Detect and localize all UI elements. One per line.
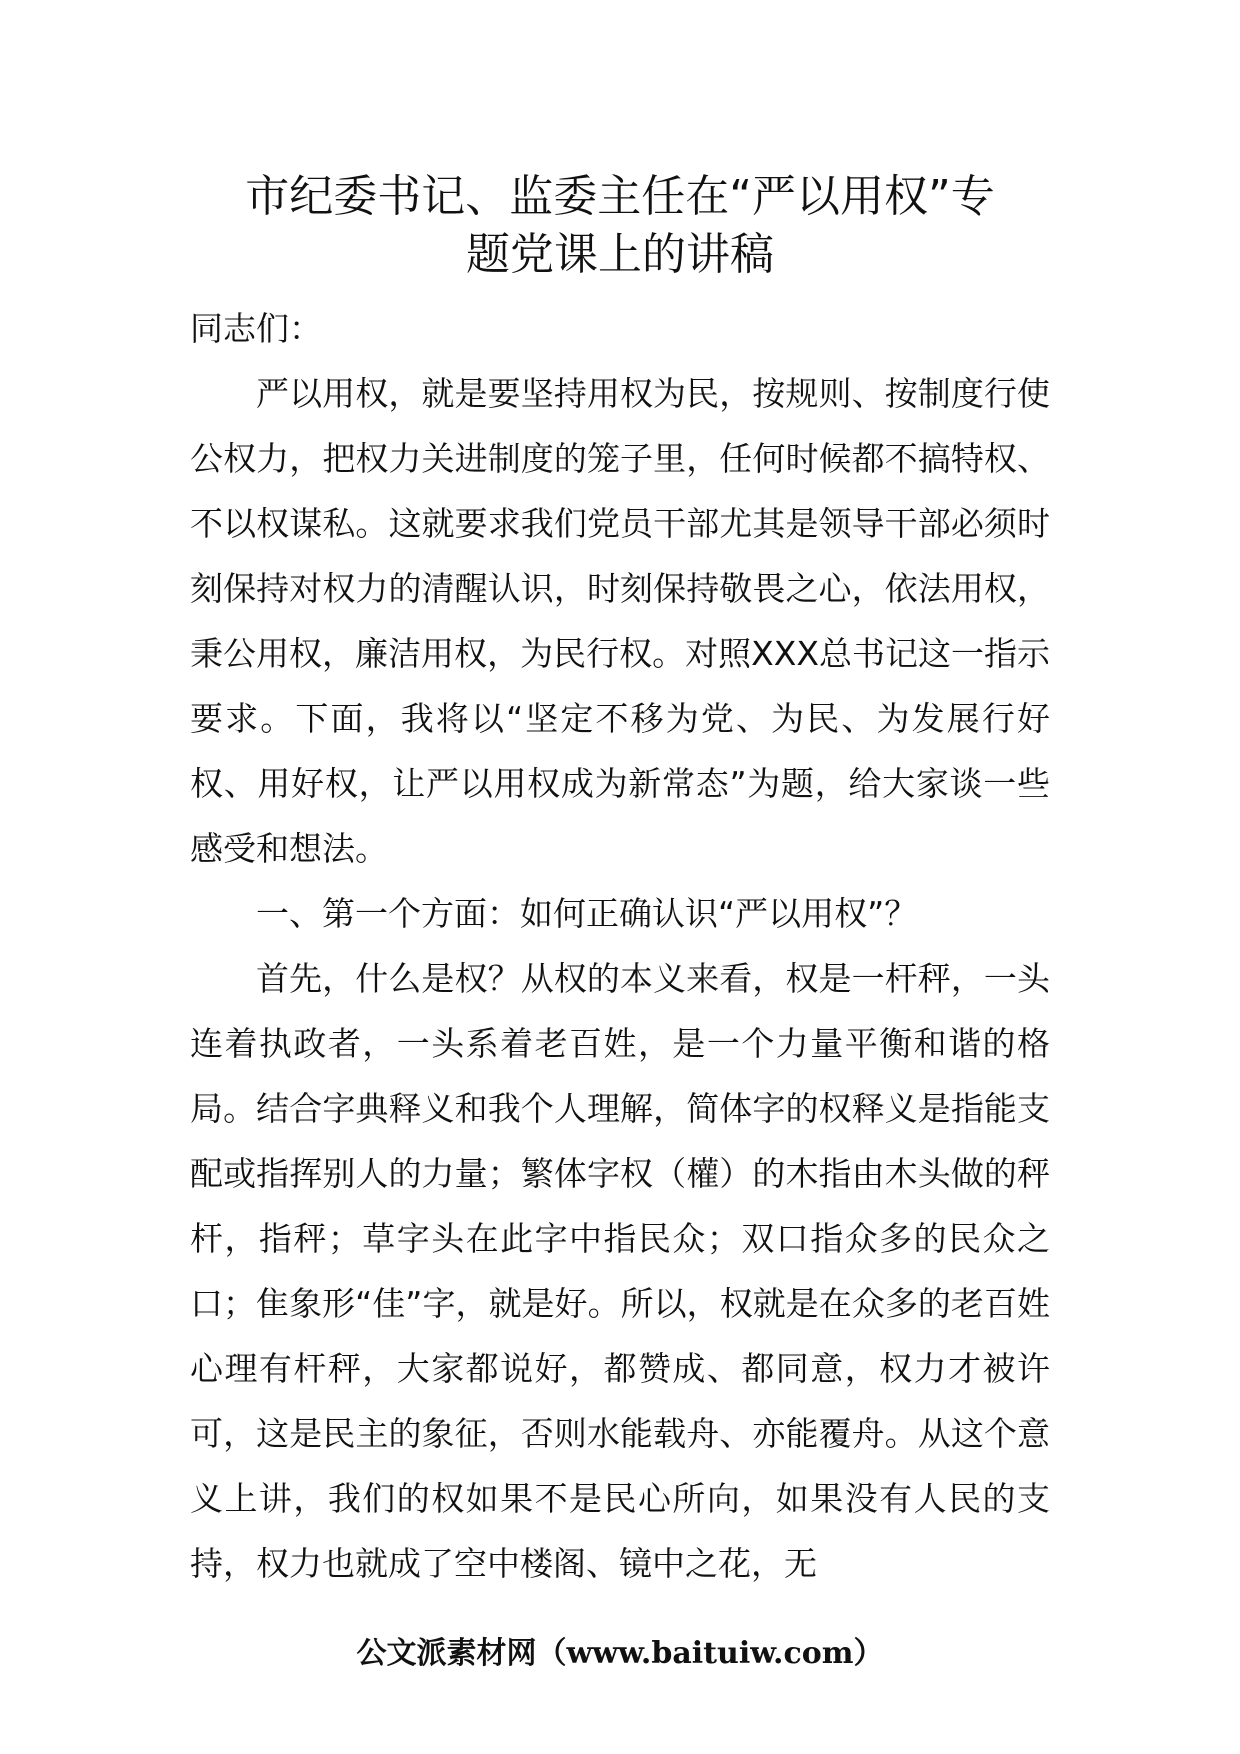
title-line-1: 市纪委书记、监委主任在“严以用权”专	[245, 171, 995, 222]
document-body	[190, 296, 1050, 1596]
section-heading-1: 一、第一个方面：如何正确认识“严以用权”？	[256, 894, 918, 933]
paragraph-intro: 严以用权，就是要坚持用权为民，按规则、按制度行使公权力，把权力关进制度的笼子里，任何时候都不搞特权、不以权谋私。这就要求我们党员干部尤其是领导干部必须时刻保持对权力的清醒认识，时刻保持敬畏之心，依法用权，秉公用权，廉洁用权，为民行权。对照XXX总书记这一指示要求。下面，我将以“坚定不移为党、为民、为发展行好权、用好权，让严以用权成为新常态”为题，给大家谈一些感受和想法。	[190, 374, 1050, 868]
footer-watermark: 公文派素材网（www.baituiw.com）	[356, 1636, 884, 1671]
salutation: 同志们：	[190, 309, 322, 348]
document-title	[170, 168, 1070, 284]
paragraph-section-1: 首先，什么是权？从权的本义来看，权是一杆秤，一头连着执政者，一头系着老百姓，是一个力量平衡和谐的格局。结合字典释义和我个人理解，简体字的权释义是指能支配或指挥别人的力量；繁体字权（權）的木指由木头做的秤杆，指秤；草字头在此字中指民众；双口指众多的民众之口；隹象形“佳”字，就是好。所以，权就是在众多的老百姓心理有杆秤，大家都说好，都赞成、都同意，权力才被许可，这是民主的象征，否则水能载舟、亦能覆舟。从这个意义上讲，我们的权如果不是民心所向，如果没有人民的支持，权力也就成了空中楼阁、镜中之花，无	[190, 959, 1050, 1583]
title-line-2: 题党课上的讲稿	[466, 229, 774, 280]
